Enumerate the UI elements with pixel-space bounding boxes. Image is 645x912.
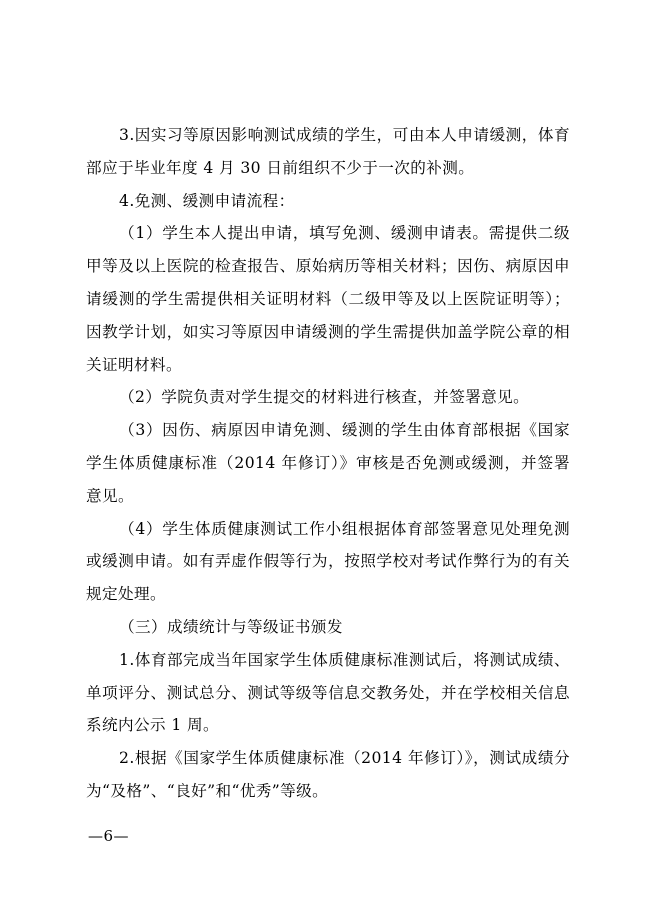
paragraph-application-process: 4.免测、缓测申请流程： bbox=[119, 191, 295, 210]
page-number: —6— bbox=[88, 827, 130, 845]
document-body bbox=[86, 119, 570, 808]
paragraph-score-statistics: 1.体育部完成当年国家学生体质健康标准测试后，将测试成绩、单项评分、测试总分、测试等级等信息交教务处，并在学校相关信息系统内公示 1 周。 bbox=[86, 650, 570, 735]
paragraph-step-3: （3）因伤、病原因申请免测、缓测的学生由体育部根据《国家学生体质健康标准（2014 年修订）》审核是否免测或缓测，并签署意见。 bbox=[86, 421, 570, 505]
paragraph-deferral-internship: 3.因实习等原因影响测试成绩的学生，可由本人申请缓测，体育部应于毕业年度 4 月 30 日前组织不少于一次的补测。 bbox=[86, 126, 570, 177]
paragraph-step-1: （1）学生本人提出申请，填写免测、缓测申请表。需提供二级甲等及以上医院的检查报告、原始病历等相关材料；因伤、病原因申请缓测的学生需提供相关证明材料（二级甲等及以上医院证明等）；因教学计划，如实习等原因申请缓测的学生需提供加盖学院公章的相关证明材料。 bbox=[86, 224, 570, 374]
paragraph-score-grades: 2.根据《国家学生体质健康标准（2014 年修订）》，测试成绩分为“及格”、“良好”和“优秀”等级。 bbox=[86, 749, 570, 800]
section-heading: （三）成绩统计与等级证书颁发 bbox=[119, 617, 343, 636]
paragraph-step-4: （4）学生体质健康测试工作小组根据体育部签署意见处理免测或缓测申请。如有弄虚作假等行为，按照学校对考试作弊行为的有关规定处理。 bbox=[86, 519, 570, 604]
paragraph-step-2: （2）学院负责对学生提交的材料进行核查，并签署意见。 bbox=[119, 388, 530, 407]
